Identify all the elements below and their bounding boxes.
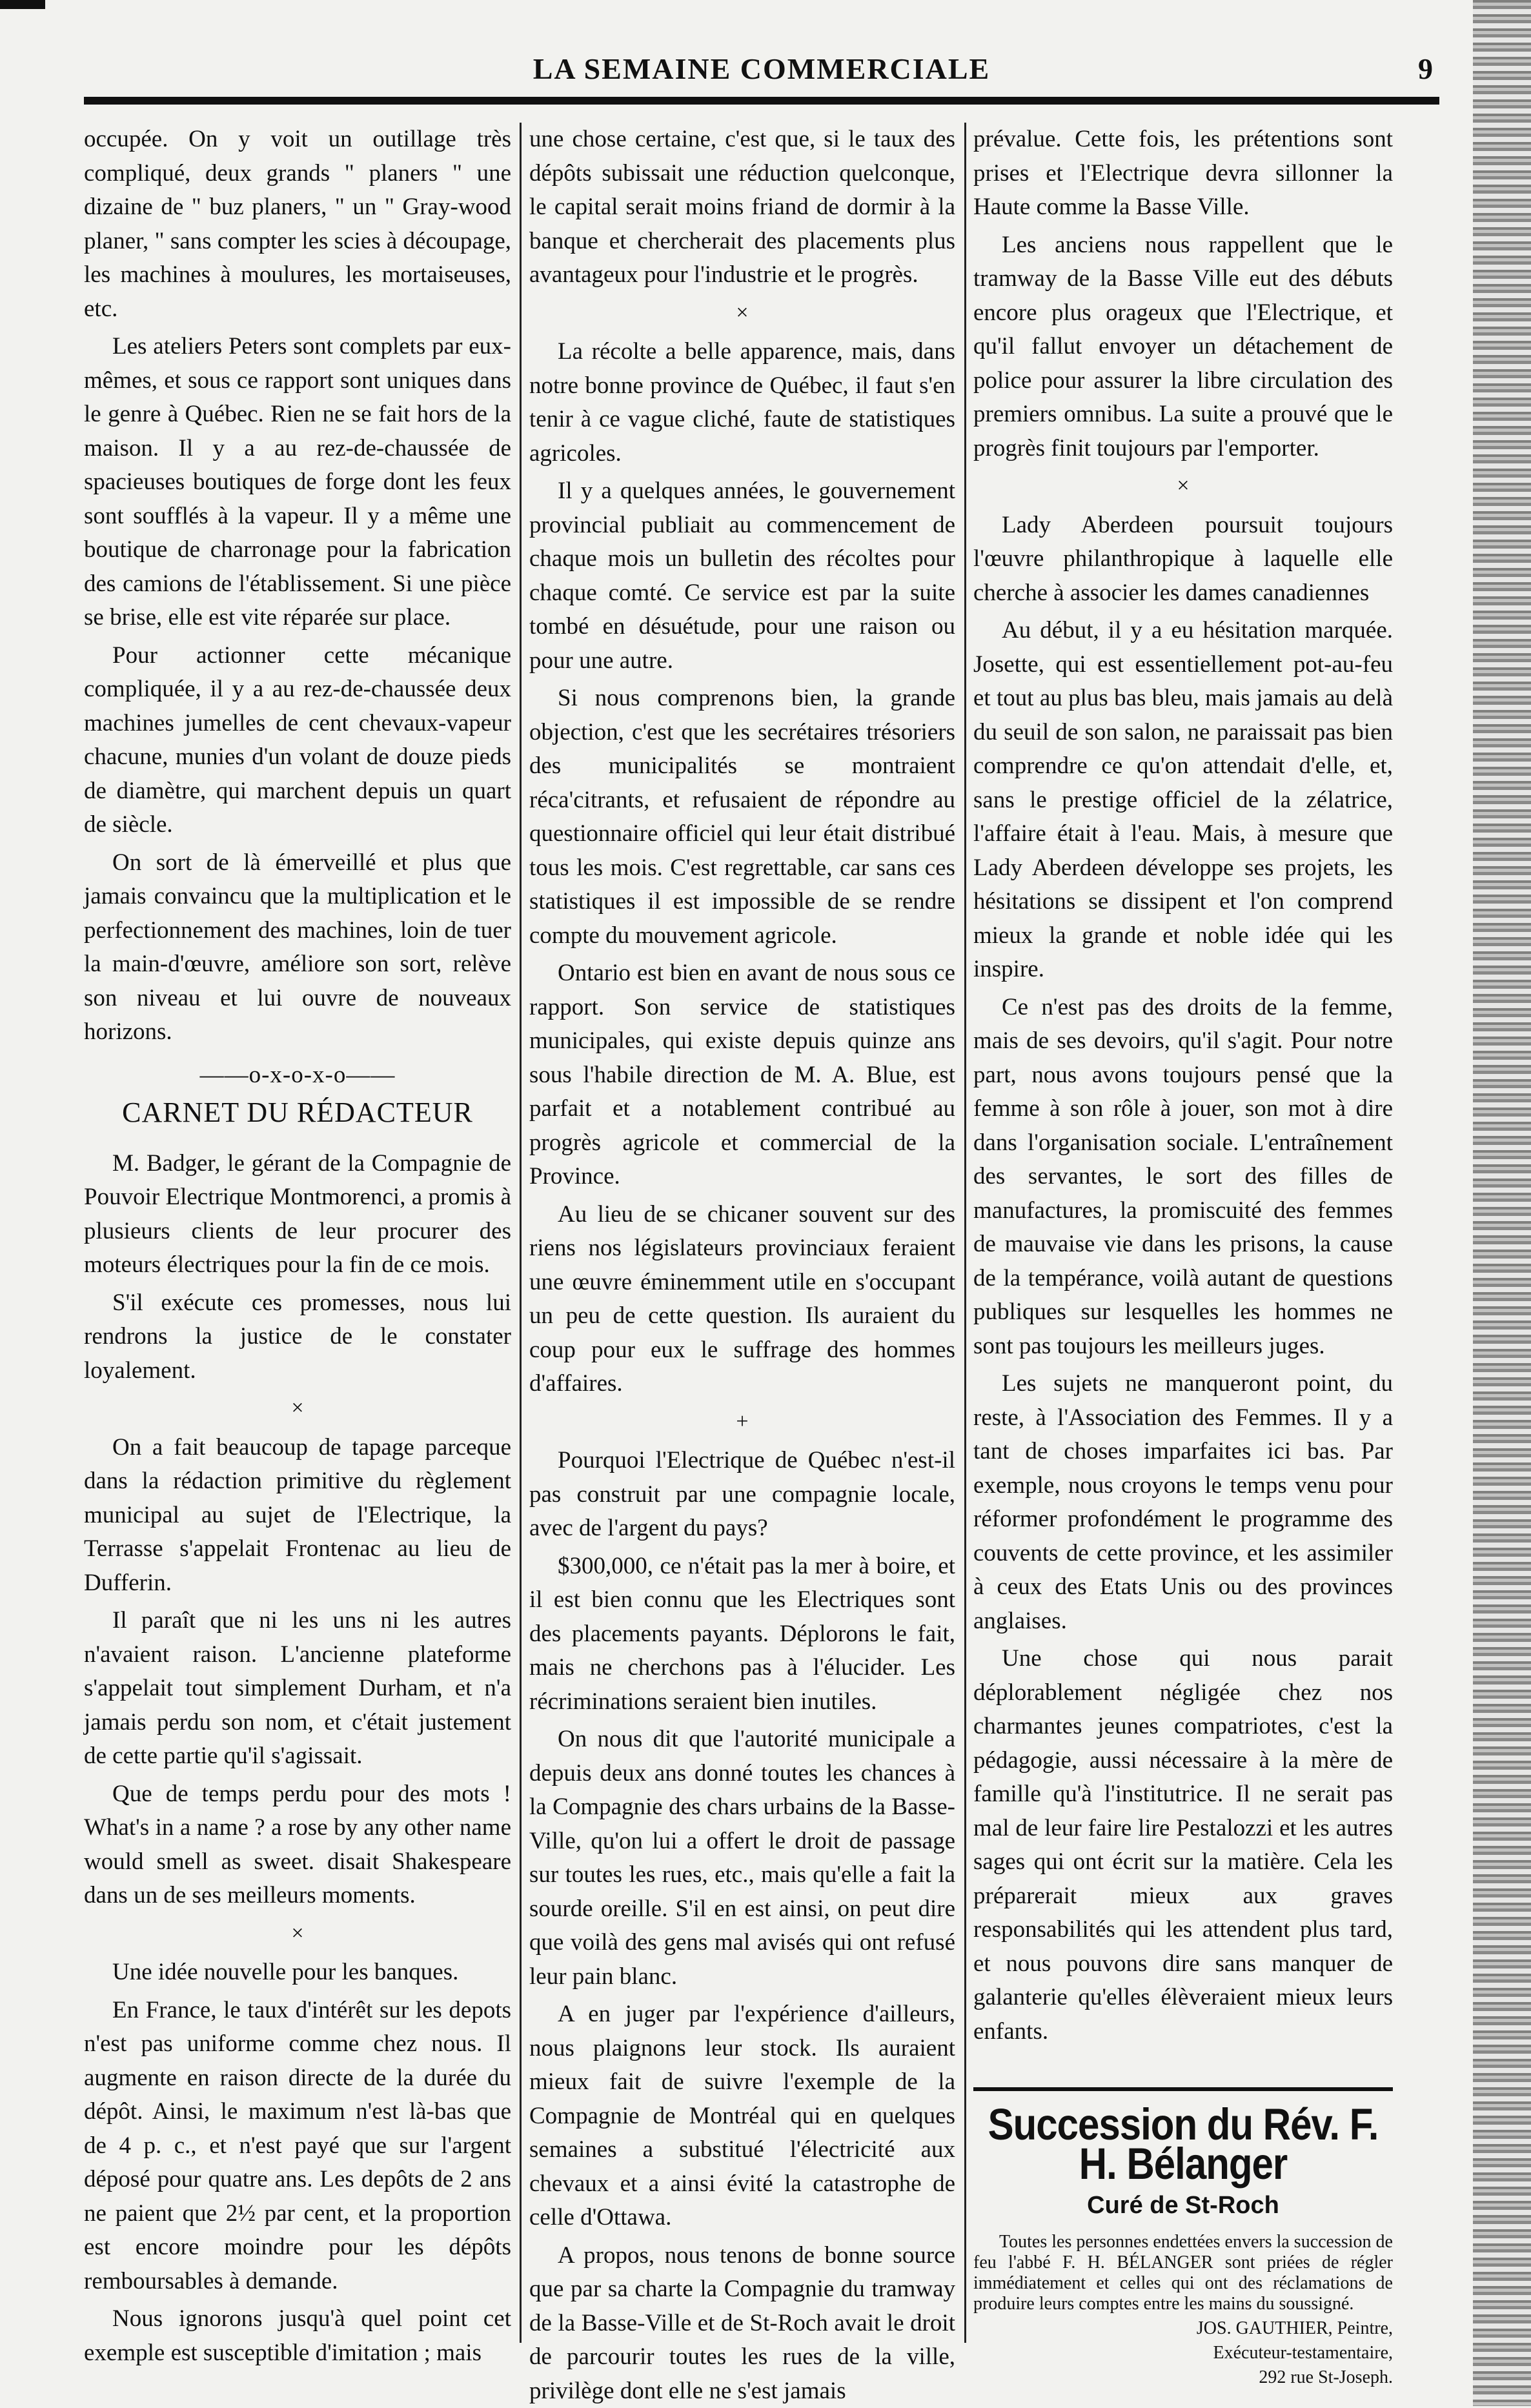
- paragraph: Ce n'est pas des droits de la femme, mais de ses devoirs, qu'il s'agit. Pour notre part, nous avons toujours pensé que la femme à son rôle à jouer, son mot à dire dans l'organisation sociale. L'entraînement des servantes, le sort des filles de manufactures, la promiscuité des femmes de mauvaise vie dans les prisons, la cause de la tempérance, voilà autant de questions publiques sur lesquelles les hommes ne sont pas toujours les meilleurs juges.: [973, 991, 1393, 1364]
- ornamental-separator: ——o-x-o-x-o——: [84, 1058, 511, 1093]
- column-rule-1: [520, 123, 522, 2343]
- paragraph: prévalue. Cette fois, les prétentions sont prises et l'Electrique devra sillonner la Haute comme la Basse Ville.: [973, 123, 1393, 225]
- header-rule: [84, 97, 1439, 105]
- paragraph: Pour actionner cette mécanique compliquée, il y a au rez-de-chaussée deux machines jumelles de cent chevaux-vapeur chacune, munies d'un volant de douze pieds de diamètre, qui marchent depuis un quart de siècle.: [84, 639, 511, 842]
- paragraph: Il paraît que ni les uns ni les autres n'avaient raison. L'ancienne plateforme s'appelait tout simplement Durham, et n'a jamais perdu son nom, et c'était justement de cette partie qu'il s'agissait.: [84, 1604, 511, 1774]
- paragraph: Les sujets ne manqueront point, du reste, à l'Association des Femmes. Il y a tant de choses imparfaites ici bas. Par exemple, nous croyons le temps venu pour réformer profondément le programme des couvents de cette province, et les assimiler à ceux des Etats Unis ou des provinces anglaises.: [973, 1367, 1393, 1638]
- paragraph: Nous ignorons jusqu'à quel point cet exemple est susceptible d'imitation ; mais: [84, 2302, 511, 2370]
- scan-corner-mark: [0, 0, 45, 9]
- paragraph: Il y a quelques années, le gouvernement provincial publiait au commencement de chaque mois un bulletin des récoltes pour chaque comté. Ce service est par la suite tombé en désuétude, pour une raison ou pour une autre.: [529, 474, 955, 678]
- column-3: [973, 123, 1393, 2343]
- paragraph: Les anciens nous rappellent que le tramway de la Basse Ville eut des débuts encore plus orageux que l'Electrique, et qu'il fallut envoyer un détachement de police pour assurer la libre circulation des premiers omnibus. La suite a prouvé que le progrès finit toujours par l'emporter.: [973, 228, 1393, 466]
- notice-title: Succession du Rév. F. H. Bélanger: [973, 2105, 1393, 2183]
- paragraph: M. Badger, le gérant de la Compagnie de Pouvoir Electrique Montmorenci, a promis à plusieurs clients de leur procurer des moteurs électriques pour la fin de ce mois.: [84, 1147, 511, 1282]
- paragraph: On nous dit que l'autorité municipale a depuis deux ans donné toutes les chances à la Compagnie des chars urbains de la Basse-Ville, qu'on lui a offert le droit de passage sur toutes les rues, etc., mais qu'elle a fait la sourde oreille. S'il en est ainsi, on peut dire que voilà des gens mal avisés qui ont refusé leur pain blanc.: [529, 1723, 955, 1994]
- paragraph: Au lieu de se chicaner souvent sur des riens nos législateurs provinciaux feraient une œuvre éminemment utile en s'occupant un peu de cette question. Ils auraient du coup pour eux le suffrage des hommes d'affaires.: [529, 1198, 955, 1401]
- paragraph: Au début, il y a eu hésitation marquée. Josette, qui est essentiellement pot-au-feu et tout au plus bas bleu, mais jamais au delà du seuil de son salon, ne paraissait pas bien comprendre ce qu'on attendait d'elle, et, sans le prestige officiel de la zélatrice, l'affaire était à l'eau. Mais, à mesure que Lady Aberdeen développe ses projets, les hésitations se dissipent et l'on comprend mieux la grande et noble idée qui les inspire.: [973, 614, 1393, 987]
- article-columns: [84, 123, 1439, 2343]
- item-separator: ×: [973, 469, 1393, 503]
- paragraph: Les ateliers Peters sont complets par eux-mêmes, et sous ce rapport sont uniques dans le genre à Québec. Rien ne se fait hors de la maison. Il y a au rez-de-chaussée de spacieuses boutiques de forge dont les feux sont soufflés à la vapeur. Il y a même une boutique de charronage pour la fabrication des camions de l'établissement. Si une pièce se brise, elle est vite réparée sur place.: [84, 330, 511, 635]
- paragraph: Ontario est bien en avant de nous sous ce rapport. Son service de statistiques municipales, qui existe depuis quinze ans sous l'habile direction de M. A. Blue, est parfait et a notablement contribué au progrès agricole et commercial de la Province.: [529, 956, 955, 1194]
- item-separator: ×: [84, 1917, 511, 1951]
- notice-subtitle: Curé de St-Roch: [973, 2189, 1393, 2223]
- estate-notice: [973, 2087, 1393, 2388]
- scan-edge: [1473, 0, 1531, 2406]
- page-header: [84, 46, 1439, 92]
- paragraph: Que de temps perdu pour des mots ! What's in a name ? a rose by any other name would smell as sweet. disait Shakespeare dans un de ses meilleurs moments.: [84, 1777, 511, 1913]
- paragraph: La récolte a belle apparence, mais, dans notre bonne province de Québec, il faut s'en tenir à ce vague cliché, faute de statistiques agricoles.: [529, 335, 955, 470]
- notice-signature-name: JOS. GAUTHIER, Peintre,: [973, 2318, 1393, 2339]
- item-separator: ×: [529, 296, 955, 330]
- notice-signature-role: Exécuteur-testamentaire,: [973, 2343, 1393, 2363]
- item-separator: ×: [84, 1391, 511, 1426]
- paragraph: Pourquoi l'Electrique de Québec n'est-il pas construit par une compagnie locale, avec de l'argent du pays?: [529, 1444, 955, 1546]
- paragraph: A propos, nous tenons de bonne source que par sa charte la Compagnie du tramway de la Basse-Ville et de St-Roch avait le droit de parcourir toutes les rues de la ville, privilège dont elle ne s'est jamais: [529, 2239, 955, 2408]
- paragraph: $300,000, ce n'était pas la mer à boire, et il est bien connu que les Electriques sont des placements payants. Déplorons le fait, mais ne cherchons pas à l'élucider. Les récriminations seraient bien inutiles.: [529, 1550, 955, 1719]
- paragraph: une chose certaine, c'est que, si le taux des dépôts subissait une réduction quelconque, le capital serait moins friand de dormir à la banque et chercherait des placements plus avantageux pour l'industrie et le progrès.: [529, 123, 955, 292]
- paragraph: En France, le taux d'intérêt sur les depots n'est pas uniforme comme chez nous. Il augmente en raison directe de la durée du dépôt. Ainsi, le maximum n'est là-bas que de 4 p. c., et n'est payé que sur l'argent déposé pour quatre ans. Les depôts de 2 ans ne paient que 2½ par cent, et la proportion est encore moindre pour les dépôts remboursables à demande.: [84, 1994, 511, 2299]
- page-number: 9: [1418, 52, 1433, 86]
- running-title: LA SEMAINE COMMERCIALE: [84, 52, 1439, 86]
- column-1: [84, 123, 511, 2343]
- column-rule-2: [964, 123, 966, 2343]
- paragraph: Une idée nouvelle pour les banques.: [84, 1956, 511, 1990]
- column-2: [529, 123, 955, 2343]
- paragraph: On sort de là émerveillé et plus que jamais convaincu que la multiplication et le perfectionnement des machines, loin de tuer la main-d'œuvre, améliore son sort, relève son niveau et lui ouvre de nouveaux horizons.: [84, 846, 511, 1049]
- notice-signature-address: 292 rue St-Joseph.: [973, 2367, 1393, 2388]
- paragraph: S'il exécute ces promesses, nous lui rendrons la justice de le constater loyalement.: [84, 1286, 511, 1388]
- paragraph: Si nous comprenons bien, la grande objection, c'est que les secrétaires trésoriers des municipalités se montraient réca'citrants, et refusaient de répondre au questionnaire officiel qui leur était distribué tous les mois. C'est regrettable, car sans ces statistiques il est impossible de se rendre compte du mouvement agricole.: [529, 682, 955, 953]
- section-title: CARNET DU RÉDACTEUR: [84, 1096, 511, 1130]
- paragraph: Une chose qui nous parait déplorablement négligée chez nos charmantes jeunes compatriotes, c'est la pédagogie, aussi nécessaire à la mère de famille qu'à l'institutrice. Il ne serait pas mal de leur faire lire Pestalozzi et les autres sages qui ont écrit sur la matière. Cela les préparerait mieux aux graves responsabilités qui les attendent plus tard, et nous pouvons dire sans manquer de galanterie qu'elles élèveraient mieux leurs enfants.: [973, 1642, 1393, 2049]
- item-separator: +: [529, 1405, 955, 1439]
- paragraph: A en juger par l'expérience d'ailleurs, nous plaignons leur stock. Ils auraient mieux fait de suivre l'exemple de la Compagnie de Montréal qui en quelques semaines a substitué l'électricité aux chevaux et a ainsi évité la catastrophe de celle d'Ottawa.: [529, 1998, 955, 2235]
- paragraph: occupée. On y voit un outillage très compliqué, deux grands " planers " une dizaine de " buz planers, " un " Gray-wood planer, " sans compter les scies à découpage, les machines à moulures, les mortaiseuses, etc.: [84, 123, 511, 326]
- paragraph: Lady Aberdeen poursuit toujours l'œuvre philanthropique à laquelle elle cherche à associer les dames canadiennes: [973, 509, 1393, 611]
- paragraph: On a fait beaucoup de tapage parceque dans la rédaction primitive du règlement municipal au sujet de l'Electrique, la Terrasse s'appelait Frontenac au lieu de Dufferin.: [84, 1431, 511, 1601]
- notice-body: Toutes les personnes endettées envers la succession de feu l'abbé F. H. BÉLANGER sont priées de régler immédiatement et celles qui ont des réclamations de produire leurs comptes entre les mains du soussigné.: [973, 2232, 1393, 2314]
